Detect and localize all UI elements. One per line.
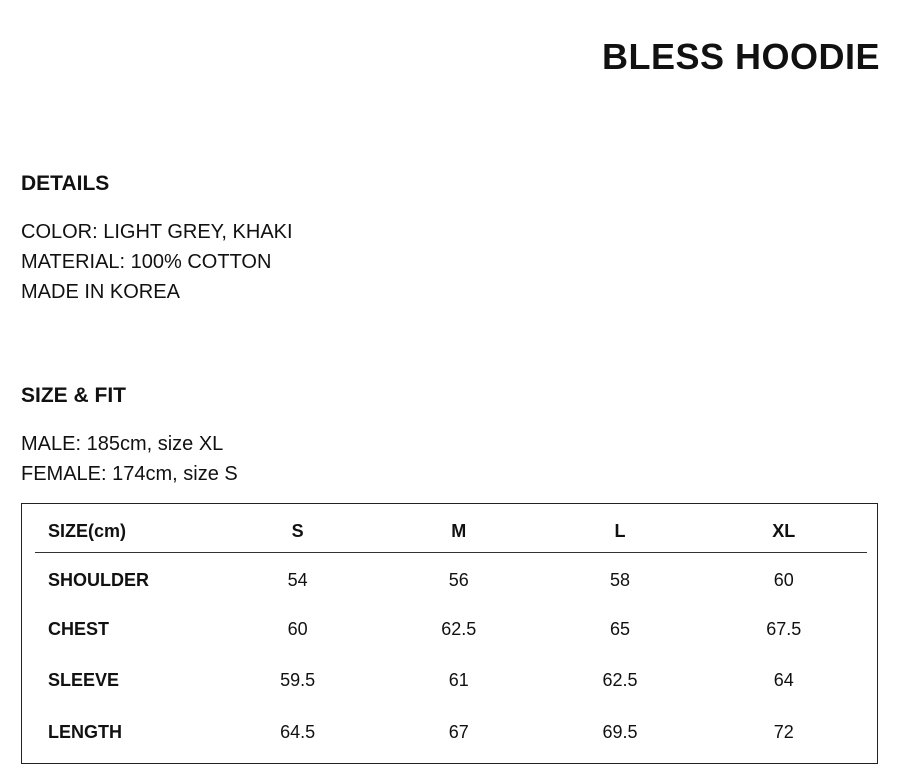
table-cell: 62.5 <box>602 670 638 691</box>
table-cell: 60 <box>287 618 308 639</box>
table-cell: 67 <box>448 721 469 742</box>
table-row <box>35 552 867 604</box>
details-material-line: MATERIAL: 100% COTTON <box>21 251 272 273</box>
table-row <box>35 604 867 656</box>
table-cell: 69.5 <box>602 721 638 742</box>
size-table-container <box>21 503 878 764</box>
details-heading: DETAILS <box>21 172 110 195</box>
table-cell: 59.5 <box>280 670 316 691</box>
details-origin-line: MADE IN KOREA <box>21 281 180 303</box>
size-fit-heading: SIZE & FIT <box>21 384 126 407</box>
table-cell: 54 <box>287 569 308 590</box>
size-table-header-l: L <box>539 512 700 552</box>
product-title: BLESS HOODIE <box>601 36 880 77</box>
size-table-header-s: S <box>217 512 378 552</box>
model-female-line: FEMALE: 174cm, size S <box>21 463 238 485</box>
details-list <box>21 217 293 307</box>
size-table-header-measure: SIZE(cm) <box>35 512 217 552</box>
table-cell: 60 <box>773 569 794 590</box>
row-label: LENGTH <box>48 721 122 742</box>
table-cell: 64 <box>773 670 794 691</box>
model-male-line: MALE: 185cm, size XL <box>21 433 224 455</box>
table-cell: 62.5 <box>441 618 477 639</box>
table-row <box>35 655 867 707</box>
size-fit-list <box>21 429 238 489</box>
table-row <box>35 707 867 759</box>
size-table-header-xl: XL <box>701 512 867 552</box>
table-cell: 56 <box>448 569 469 590</box>
details-color-line: COLOR: LIGHT GREY, KHAKI <box>21 221 293 243</box>
size-table-header-row <box>35 512 867 552</box>
table-cell: 67.5 <box>766 618 802 639</box>
row-label: SHOULDER <box>48 569 150 590</box>
table-cell: 72 <box>773 721 794 742</box>
row-label: SLEEVE <box>48 670 120 691</box>
size-table-header-m: M <box>378 512 539 552</box>
table-cell: 64.5 <box>280 721 316 742</box>
row-label: CHEST <box>48 618 110 639</box>
table-cell: 58 <box>609 569 630 590</box>
size-table <box>35 512 867 758</box>
table-cell: 65 <box>609 618 630 639</box>
table-cell: 61 <box>448 670 469 691</box>
